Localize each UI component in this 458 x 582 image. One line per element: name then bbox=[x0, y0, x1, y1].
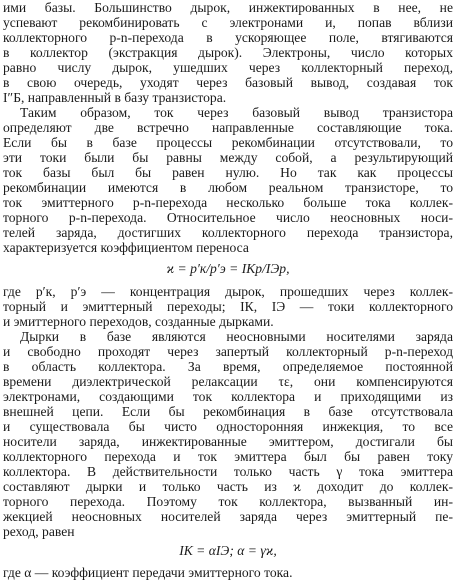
text-line: где p′к, p′э — концентрация дырок, прошедших через коллек- bbox=[3, 285, 453, 299]
text-line: равно числу дырок, ушедших через коллекторный переход, bbox=[3, 61, 453, 75]
text-line: времени диэлектрической релаксации τε, они компенсируются bbox=[3, 375, 453, 389]
text-line: телей заряда, достигших коллекторного перехода транзистора, bbox=[3, 226, 453, 240]
text-line: в свою очередь, уходят через базовый вывод, создавая ток bbox=[3, 76, 453, 90]
text-line: жекцией неосновных носителей заряда через эмиттерный пе- bbox=[3, 510, 453, 524]
text-line: эти токи были бы равны между собой, а результирующий bbox=[3, 151, 453, 165]
text-line: реход, равен bbox=[3, 525, 75, 539]
text-line: электронами, создающими ток коллектора и приходящими из bbox=[3, 390, 453, 404]
text-line: ток эмиттерного p-n-перехода несколько больше тока коллек- bbox=[3, 196, 453, 210]
text-line: ими базы. Большинство дырок, инжектированных в нее, не bbox=[3, 1, 453, 15]
text-line: коллекторного перехода и ток эмиттера был бы равен току bbox=[3, 450, 453, 464]
text-line: составляют дырки и только часть из ϰ доходит до коллек- bbox=[3, 480, 453, 494]
text-line: I″Б, направленный в базу транзистора. bbox=[3, 91, 227, 105]
text-line: и существовала бы чисто односторонняя инжекция, то все bbox=[3, 420, 453, 434]
text-line: в коллектор (экстракция дырок). Электроны, число которых bbox=[3, 46, 453, 60]
text-line: носители заряда, инжектированные эмиттером, достигали бы bbox=[3, 435, 453, 449]
paragraph-first-line: Таким образом, ток через базовый вывод транзистора bbox=[20, 106, 453, 120]
text-line: и эмиттерного переходов, созданные дырками. bbox=[3, 315, 274, 329]
text-line: торного перехода. Поэтому ток коллектора, вызванный ин- bbox=[3, 495, 453, 509]
transfer-coefficient-formula: ϰ = p′к/p′э = IКр/IЭр, bbox=[166, 262, 290, 276]
paragraph-first-line: Дырки в базе являются неосновными носителями заряда bbox=[20, 330, 453, 344]
text-line: определяют две встречно направленные составляющие тока. bbox=[3, 121, 453, 135]
text-line: рекомбинации имеются в любом реальном транзисторе, то bbox=[3, 181, 453, 195]
text-line: коллекторного p-n-перехода в ускоряющее поле, втягиваются bbox=[3, 31, 453, 45]
text-line: характеризуется коэффициентом переноса bbox=[3, 241, 249, 255]
text-line: где α — коэффициент передачи эмиттерного тока. bbox=[3, 566, 293, 580]
text-line: торного p-n-перехода. Относительное число неосновных носи- bbox=[3, 211, 453, 225]
text-line: успевают рекомбинировать с электронами и, попав вблизи bbox=[3, 16, 453, 30]
text-line: Если бы в базе процессы рекомбинации отсутствовали, то bbox=[3, 136, 453, 150]
text-line: торный и эмиттерный переходы; IК, IЭ — токи коллекторного bbox=[3, 300, 453, 314]
text-line: ток базы был бы равен нулю. Но так как процессы bbox=[3, 166, 453, 180]
text-line: в область коллектора. За время, определяемое постоянной bbox=[3, 360, 453, 374]
text-line: и свободно проходят через запертый коллекторный p-n-переход bbox=[3, 345, 453, 359]
text-line: коллектора. В действительности только часть γ тока эмиттера bbox=[3, 465, 453, 479]
text-line: внешней цепи. Если бы рекомбинация в базе отсутствовала bbox=[3, 405, 453, 419]
collector-current-formula: IК = αIЭ; α = γϰ, bbox=[179, 544, 277, 558]
